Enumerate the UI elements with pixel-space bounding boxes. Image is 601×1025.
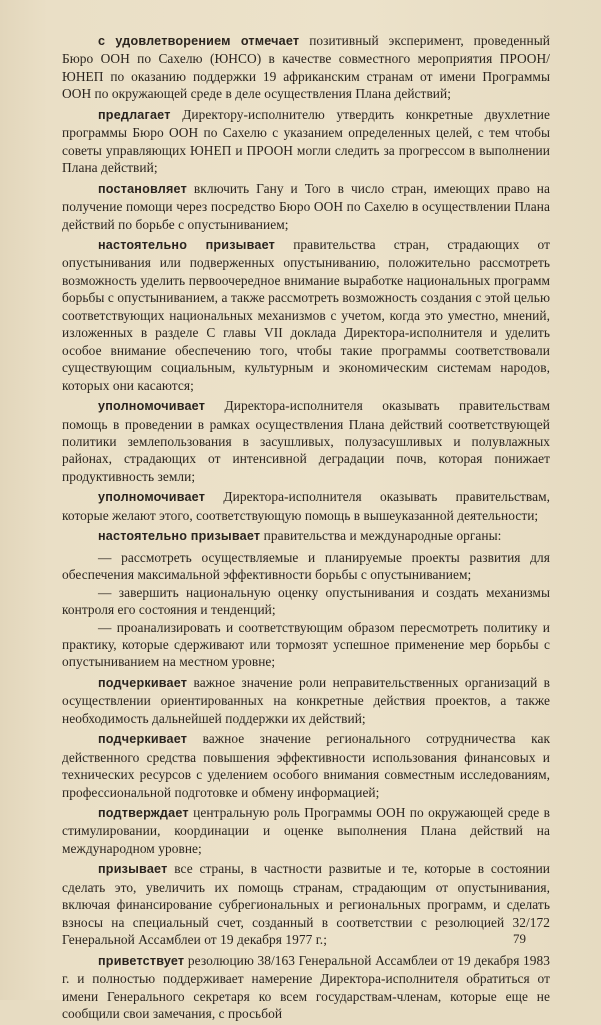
paragraph-6 bbox=[62, 488, 550, 524]
paragraph-body: Директора-исполнителя оказывать правительствам, которые желают этого, соответствующую помощь в вышеуказанной деятельности; bbox=[62, 489, 550, 523]
paragraph-1 bbox=[62, 32, 550, 103]
paragraph-11 bbox=[62, 860, 550, 948]
paragraph-body: включить Гану и Того в число стран, имеющих право на получение помощи через посредство Бюро ООН по Сахелю в осуществлении Плана действий по борьбе с опустыниванием; bbox=[62, 180, 550, 232]
list-item-3 bbox=[62, 619, 550, 671]
paragraph-keyword: с удовлетворением отмечает bbox=[98, 34, 300, 48]
paragraph-keyword: уполномочивает bbox=[98, 490, 206, 505]
resolution-text bbox=[62, 32, 550, 1025]
paragraph-keyword: подчеркивает bbox=[98, 732, 188, 747]
paragraph-keyword: приветствует bbox=[98, 953, 185, 968]
paragraph-2 bbox=[62, 106, 550, 177]
paragraph-keyword: предлагает bbox=[98, 107, 171, 122]
list-item-text: — проанализировать и соответствующим образом пересмотреть политику и практику, которые сдерживают или тормозят успешное применение мер борьбы с опустыниванием на местном уровне; bbox=[62, 619, 550, 670]
list-item-1 bbox=[62, 549, 550, 584]
paragraph-5 bbox=[62, 397, 550, 485]
paragraph-body: Директора-исполнителя оказывать правительствам помощь в проведении в рамках осуществления Плана действий соответствующей политики землепользования в засушливых, полузасушливых и полувлажных районах, страдающих от интенсивной деградации почв, которая понижает продуктивность земли; bbox=[62, 398, 550, 484]
paragraph-keyword: подтверждает bbox=[98, 806, 189, 821]
paragraph-body: резолюцию 38/163 Генеральной Ассамблеи от 19 декабря 1983 г. и полностью поддерживает намерение Директора-исполнителя обратиться от имени Генерального секретаря ко всем государствам-членам, которые еще не сообщили свои замечания, с просьбой bbox=[62, 952, 550, 1022]
page-number: 79 bbox=[513, 931, 526, 946]
paragraph-body: правительства стран, страдающих от опустынивания или подверженных опустыниванию, положительно рассмотреть возможность уделить первоочередное внимание выработке национальных программ борьбы с опустыниванием, а также рассмотреть возможность создания с этой целью соответствующих национальных механизмов с учетом, когда это уместно, мнений, изложенных в разделе С главы VII доклада Директора-исполнителя и уделить особое внимание обеспечению того, чтобы такие программы соответствовали существующим социальным, культурным и экономическим системам народов, которых они касаются; bbox=[62, 236, 550, 393]
list-item-2 bbox=[62, 584, 550, 619]
paragraph-keyword: постановляет bbox=[98, 181, 187, 196]
list-item-text: — завершить национальную оценку опустынивания и создать механизмы контроля его состояния и тенденций; bbox=[62, 584, 550, 618]
paragraph-3 bbox=[62, 180, 550, 233]
paragraph-keyword: настоятельно призывает bbox=[98, 237, 276, 252]
paragraph-keyword: настоятельно призывает bbox=[98, 529, 261, 544]
paragraph-body: важное значение регионального сотрудничества как действенного средства повышения эффективности использования финансовых и технических ресурсов с уделением особого внимания совместным исследованиям, профессиональной подготовке и обмену информацией; bbox=[62, 731, 551, 800]
paragraph-9 bbox=[62, 730, 550, 801]
list-item-text: — рассмотреть осуществляемые и планируемые проекты развития для обеспечения максимальной эффективности борьбы с опустыниванием; bbox=[62, 549, 550, 583]
paragraph-body: Директору-исполнителю утвердить конкретные двухлетние программы Бюро ООН по Сахелю с указанием определенных целей, с тем чтобы советы управляющих ЮНЕП и ПРООН могли следить за прогрессом в выполнении Плана действий; bbox=[62, 106, 550, 176]
paragraph-body: позитивный эксперимент, проведенный Бюро ООН по Сахелю (ЮНСО) в качестве совместного мероприятия ПРООН/ЮНЕП по оказанию поддержки 19 африканским странам от имени Программы ООН по окружающей среде в деле осуществления Плана действий; bbox=[62, 33, 551, 102]
paragraph-7 bbox=[62, 527, 550, 545]
paragraph-body: все страны, в частности развитые и те, которые в состоянии сделать это, увеличить их помощь странам, страдающим от опустынивания, включая финансирование субрегиональных и региональных программ, и сделать взносы на специальный счет, созданный в соответствии с резолюцией 32/172 Генеральной Ассамблеи от 19 декабря 1977 г.; bbox=[62, 861, 550, 948]
paragraph-keyword: призывает bbox=[98, 862, 168, 877]
paragraph-10 bbox=[62, 804, 550, 857]
paragraph-keyword: уполномочивает bbox=[98, 399, 206, 414]
paragraph-body: центральную роль Программы ООН по окружающей среде в стимулировании, координации и оценке выполнения Плана действий на международном уровне; bbox=[62, 805, 550, 856]
paragraph-keyword: подчеркивает bbox=[98, 675, 188, 690]
paragraph-8 bbox=[62, 674, 550, 727]
paragraph-12 bbox=[62, 952, 550, 1023]
paragraph-body: правительства и международные органы: bbox=[263, 528, 502, 544]
paragraph-4 bbox=[62, 236, 550, 394]
paragraph-body: важное значение роли неправительственных организаций в осуществлении ориентированных на конкретные действия проектов, а также необходимость дальнейшей поддержки их действий; bbox=[62, 674, 550, 726]
